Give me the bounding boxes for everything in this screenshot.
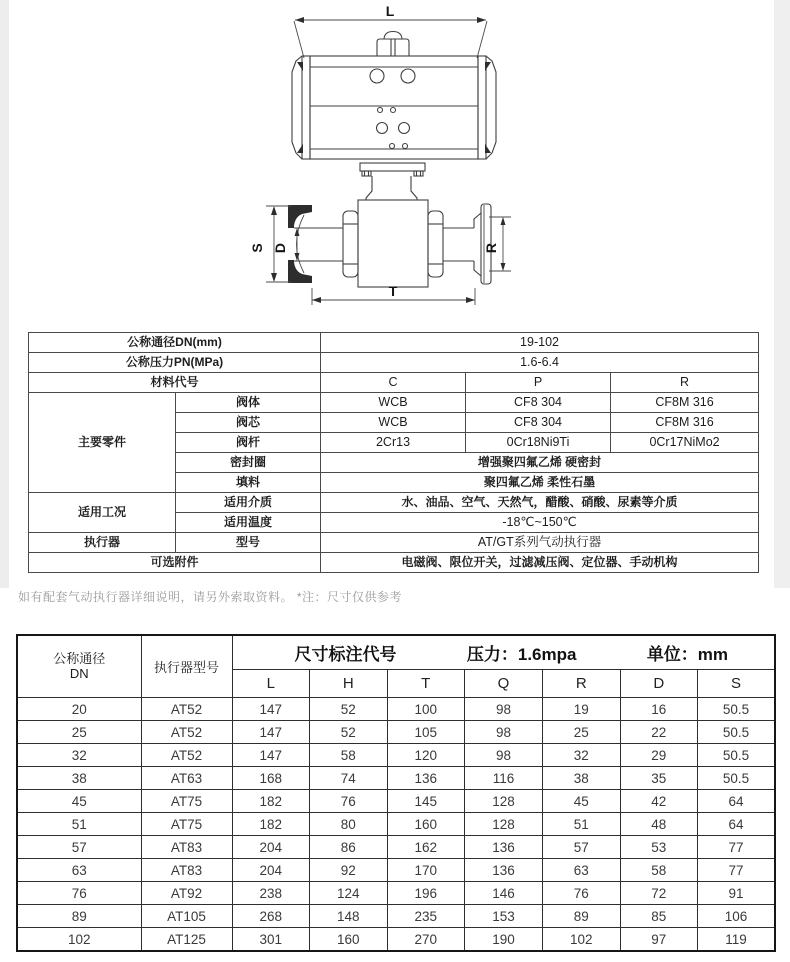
dim-value-cell: 160 — [310, 928, 388, 952]
dim-value-cell: 32 — [543, 744, 621, 767]
dim-value-cell: 64 — [698, 813, 776, 836]
spec-group-cell: 执行器 — [29, 533, 176, 553]
dim-value-cell: 42 — [620, 790, 698, 813]
dim-value-cell: 160 — [387, 813, 465, 836]
spec-value-cell: 19-102 — [321, 333, 759, 353]
span-header-title: 尺寸标注代号 — [294, 645, 397, 664]
table-row — [29, 333, 759, 353]
dim-value-cell: 53 — [620, 836, 698, 859]
model-cell: AT83 — [141, 859, 232, 882]
spec-value-cell: 0Cr18Ni9Ti — [466, 433, 611, 453]
dn-cell: 63 — [17, 859, 141, 882]
table-row — [17, 813, 775, 836]
dim-value-cell: 204 — [232, 859, 310, 882]
dim-value-cell: 77 — [698, 859, 776, 882]
span-header-unit: 单位：mm — [646, 645, 729, 664]
spec-value-cell: CF8M 316 — [611, 413, 759, 433]
dim-label-r: R — [483, 242, 499, 254]
dim-value-cell: 145 — [387, 790, 465, 813]
dim-value-cell: 136 — [465, 836, 543, 859]
dim-value-cell: 120 — [387, 744, 465, 767]
dn-cell: 25 — [17, 721, 141, 744]
dim-value-cell: 136 — [387, 767, 465, 790]
dim-value-cell: 92 — [310, 859, 388, 882]
model-cell: AT92 — [141, 882, 232, 905]
model-cell: AT52 — [141, 721, 232, 744]
spec-label-cell: 适用介质 — [176, 493, 321, 513]
table-row — [17, 905, 775, 928]
dim-value-cell: 204 — [232, 836, 310, 859]
dimension-table — [16, 634, 776, 952]
spec-label-cell: 密封圈 — [176, 453, 321, 473]
dim-value-cell: 182 — [232, 790, 310, 813]
col-header: R — [543, 670, 621, 698]
table-row — [29, 373, 759, 393]
dim-value-cell: 147 — [232, 744, 310, 767]
dim-value-cell: 35 — [620, 767, 698, 790]
col-header: D — [620, 670, 698, 698]
dim-value-cell: 168 — [232, 767, 310, 790]
dim-value-cell: 128 — [465, 790, 543, 813]
dn-cell: 45 — [17, 790, 141, 813]
dim-value-cell: 146 — [465, 882, 543, 905]
dn-header-line2: DN — [69, 665, 89, 681]
dim-value-cell: 91 — [698, 882, 776, 905]
dim-value-cell: 105 — [387, 721, 465, 744]
dim-value-cell: 57 — [543, 836, 621, 859]
dim-value-cell: 235 — [387, 905, 465, 928]
col-header: T — [387, 670, 465, 698]
spec-group-cell: 主要零件 — [29, 393, 176, 493]
dim-value-cell: 128 — [465, 813, 543, 836]
dim-value-cell: 50.5 — [698, 698, 776, 721]
table-row — [17, 836, 775, 859]
table-row — [29, 553, 759, 573]
dim-value-cell: 51 — [543, 813, 621, 836]
dim-label-t: T — [388, 283, 398, 299]
spec-group-cell: 适用工况 — [29, 493, 176, 533]
table-row — [17, 859, 775, 882]
model-cell: AT75 — [141, 813, 232, 836]
dn-cell: 57 — [17, 836, 141, 859]
valve-technical-drawing — [225, 0, 565, 330]
table-row — [29, 493, 759, 513]
table-row — [29, 533, 759, 553]
table-row — [17, 882, 775, 905]
dim-value-cell: 80 — [310, 813, 388, 836]
model-cell: AT83 — [141, 836, 232, 859]
dim-value-cell: 98 — [465, 744, 543, 767]
dim-value-cell: 147 — [232, 698, 310, 721]
dim-value-cell: 153 — [465, 905, 543, 928]
dim-value-cell: 238 — [232, 882, 310, 905]
model-cell: AT52 — [141, 698, 232, 721]
table-row — [29, 393, 759, 413]
table-header-row — [17, 635, 775, 670]
dn-cell: 38 — [17, 767, 141, 790]
table-row — [17, 721, 775, 744]
model-column-header: 执行器型号 — [141, 635, 232, 698]
dim-value-cell: 19 — [543, 698, 621, 721]
dim-value-cell: 76 — [543, 882, 621, 905]
dim-value-cell: 196 — [387, 882, 465, 905]
dn-cell: 89 — [17, 905, 141, 928]
spec-label-cell: 材料代号 — [29, 373, 321, 393]
dim-value-cell: 119 — [698, 928, 776, 952]
dim-value-cell: 45 — [543, 790, 621, 813]
spec-value-cell: 2Cr13 — [321, 433, 466, 453]
model-cell: AT75 — [141, 790, 232, 813]
spec-value-cell: R — [611, 373, 759, 393]
col-header: Q — [465, 670, 543, 698]
dim-value-cell: 98 — [465, 721, 543, 744]
spec-value-cell: P — [466, 373, 611, 393]
col-header: H — [310, 670, 388, 698]
dim-value-cell: 22 — [620, 721, 698, 744]
dim-value-cell: 64 — [698, 790, 776, 813]
table-row — [17, 698, 775, 721]
dim-value-cell: 52 — [310, 721, 388, 744]
table-row — [17, 790, 775, 813]
dim-value-cell: 116 — [465, 767, 543, 790]
dim-value-cell: 170 — [387, 859, 465, 882]
spec-value-cell: C — [321, 373, 466, 393]
spec-value-cell: WCB — [321, 413, 466, 433]
dim-label-d: D — [272, 242, 288, 254]
spec-table — [28, 332, 759, 573]
dim-label-s: S — [249, 243, 265, 253]
page-gutter-left — [0, 0, 9, 588]
model-cell: AT105 — [141, 905, 232, 928]
table-row — [17, 767, 775, 790]
dim-value-cell: 16 — [620, 698, 698, 721]
spec-label-cell: 公称压力PN(MPa) — [29, 353, 321, 373]
dim-value-cell: 97 — [620, 928, 698, 952]
dim-value-cell: 86 — [310, 836, 388, 859]
spec-value-cell: CF8 304 — [466, 413, 611, 433]
dim-value-cell: 29 — [620, 744, 698, 767]
dim-value-cell: 74 — [310, 767, 388, 790]
dn-header-line1: 公称通径 — [53, 650, 106, 666]
col-header: S — [698, 670, 776, 698]
spec-label-cell: 适用温度 — [176, 513, 321, 533]
dim-value-cell: 58 — [310, 744, 388, 767]
dim-value-cell: 25 — [543, 721, 621, 744]
span-header-pressure: 压力：1.6mpa — [466, 645, 577, 664]
dim-value-cell: 147 — [232, 721, 310, 744]
spec-value-cell: 增强聚四氟乙烯 硬密封 — [321, 453, 759, 473]
dim-value-cell: 124 — [310, 882, 388, 905]
dim-value-cell: 270 — [387, 928, 465, 952]
dim-value-cell: 100 — [387, 698, 465, 721]
dn-cell: 76 — [17, 882, 141, 905]
dn-cell: 32 — [17, 744, 141, 767]
dim-value-cell: 136 — [465, 859, 543, 882]
dim-value-cell: 182 — [232, 813, 310, 836]
note-text: 如有配套气动执行器详细说明，请另外索取资料。 *注：尺寸仅供参考 — [18, 590, 403, 604]
spec-label-cell: 可选附件 — [29, 553, 321, 573]
dim-value-cell: 72 — [620, 882, 698, 905]
dn-cell: 102 — [17, 928, 141, 952]
spec-value-cell: -18℃~150℃ — [321, 513, 759, 533]
table-row — [17, 928, 775, 952]
dim-label-l: L — [385, 3, 395, 19]
dim-value-cell: 50.5 — [698, 721, 776, 744]
model-cell: AT125 — [141, 928, 232, 952]
dim-table-body — [17, 698, 775, 952]
page-gutter-right — [774, 0, 790, 588]
dim-value-cell: 106 — [698, 905, 776, 928]
dim-value-cell: 50.5 — [698, 767, 776, 790]
spec-label-cell: 填料 — [176, 473, 321, 493]
dim-value-cell: 58 — [620, 859, 698, 882]
dim-value-cell: 268 — [232, 905, 310, 928]
dim-value-cell: 301 — [232, 928, 310, 952]
table-row — [17, 744, 775, 767]
spec-label-cell: 阀体 — [176, 393, 321, 413]
dim-value-cell: 162 — [387, 836, 465, 859]
dim-value-cell: 52 — [310, 698, 388, 721]
dim-value-cell: 85 — [620, 905, 698, 928]
dim-value-cell: 89 — [543, 905, 621, 928]
spec-value-cell: CF8M 316 — [611, 393, 759, 413]
spec-value-cell: 0Cr17NiMo2 — [611, 433, 759, 453]
dim-value-cell: 48 — [620, 813, 698, 836]
spec-value-cell: CF8 304 — [466, 393, 611, 413]
dim-value-cell: 148 — [310, 905, 388, 928]
model-cell: AT63 — [141, 767, 232, 790]
spec-label-cell: 公称通径DN(mm) — [29, 333, 321, 353]
dim-value-cell: 102 — [543, 928, 621, 952]
spec-value-cell: 水、油品、空气、天然气，醋酸、硝酸、尿素等介质 — [321, 493, 759, 513]
col-header: L — [232, 670, 310, 698]
dn-column-header — [17, 635, 141, 698]
dim-value-cell: 77 — [698, 836, 776, 859]
spec-value-cell: AT/GT系列气动执行器 — [321, 533, 759, 553]
spec-label-cell: 型号 — [176, 533, 321, 553]
dim-value-cell: 76 — [310, 790, 388, 813]
spec-value-cell: 1.6-6.4 — [321, 353, 759, 373]
spec-value-cell: WCB — [321, 393, 466, 413]
dim-value-cell: 50.5 — [698, 744, 776, 767]
dim-value-cell: 98 — [465, 698, 543, 721]
model-cell: AT52 — [141, 744, 232, 767]
spec-value-cell: 聚四氟乙烯 柔性石墨 — [321, 473, 759, 493]
spec-label-cell: 阀芯 — [176, 413, 321, 433]
dim-value-cell: 38 — [543, 767, 621, 790]
dim-value-cell: 63 — [543, 859, 621, 882]
dn-cell: 20 — [17, 698, 141, 721]
spec-value-cell: 电磁阀、限位开关，过滤减压阀、定位器、手动机构 — [321, 553, 759, 573]
valve-drawing-svg — [225, 0, 565, 330]
table-row — [29, 353, 759, 373]
spec-label-cell: 阀杆 — [176, 433, 321, 453]
dim-value-cell: 190 — [465, 928, 543, 952]
dn-cell: 51 — [17, 813, 141, 836]
span-header-cell — [232, 635, 775, 670]
